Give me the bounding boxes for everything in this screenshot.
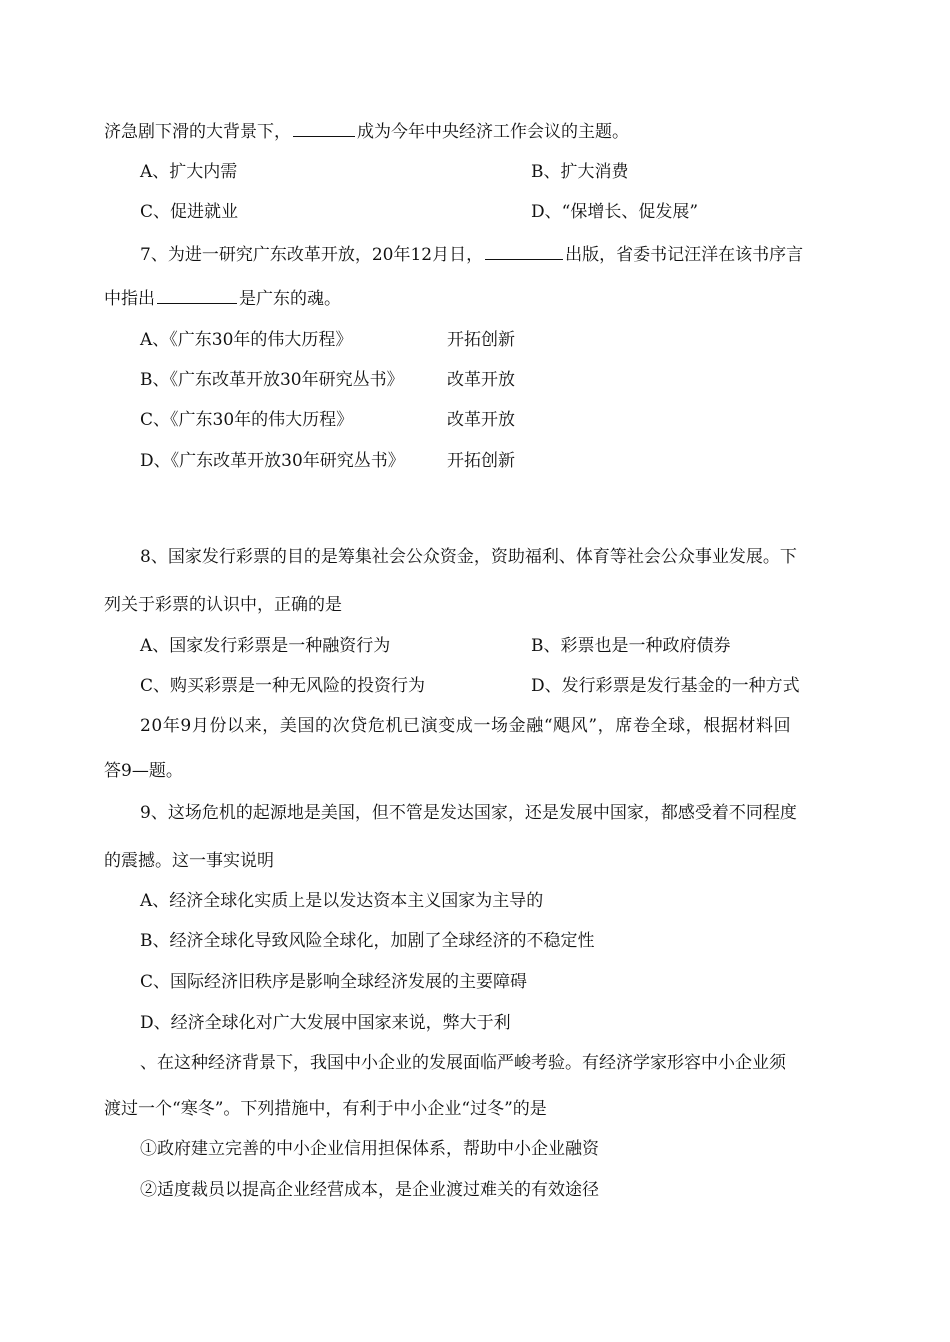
q7-option-c-book: C、《广东30年的伟大历程》 (140, 410, 354, 430)
q8-stem-line1: 8、国家发行彩票的目的是筹集社会公众资金，资助福利、体育等社会公众事业发展。下 (140, 547, 797, 567)
q6-blank (293, 120, 355, 137)
q8-stem-line2: 列关于彩票的认识中，正确的是 (104, 595, 342, 615)
q7-blank-1 (485, 243, 563, 260)
q7-option-b-answer: 改革开放 (447, 370, 515, 390)
q9-option-c: C、国际经济旧秩序是影响全球经济发展的主要障碍 (140, 972, 528, 992)
q7-blank-2 (157, 287, 237, 304)
q10-stem-line2: 渡过一个“寒冬”。下列措施中，有利于中小企业“过冬”的是 (104, 1099, 547, 1119)
q7-stem-line1: 7、为进一研究广东改革开放，20年12月日， 出版，省委书记汪洋在该书序言 (140, 245, 804, 265)
q6-option-b: B、扩大消费 (531, 162, 629, 182)
q9-option-a: A、经济全球化实质上是以发达资本主义国家为主导的 (140, 891, 544, 911)
q7-option-b-book: B、《广东改革开放30年研究丛书》 (140, 370, 404, 390)
q7-option-d-answer: 开拓创新 (447, 451, 515, 471)
q7-option-d-book: D、《广东改革开放30年研究丛书》 (140, 451, 405, 471)
q6-option-d: D、“保增长、促发展” (531, 202, 699, 222)
q7-option-c-answer: 改革开放 (447, 410, 515, 430)
material-line1: 20年9月份以来，美国的次贷危机已演变成一场金融“飓风”，席卷全球，根据材料回 (140, 716, 792, 736)
q8-option-c: C、购买彩票是一种无风险的投资行为 (140, 676, 426, 696)
q9-stem-line1: 9、这场危机的起源地是美国，但不管是发达国家，还是发展中国家，都感受着不同程度 (140, 803, 797, 823)
q6-stem: 济急剧下滑的大背景下， 成为今年中央经济工作会议的主题。 (104, 122, 629, 142)
q9-option-b: B、经济全球化导致风险全球化，加剧了全球经济的不稳定性 (140, 931, 595, 951)
q10-item-2: ②适度裁员以提高企业经营成本，是企业渡过难关的有效途径 (140, 1180, 599, 1200)
q7-stem-line2: 中指出 是广东的魂。 (104, 289, 341, 309)
q8-option-a: A、国家发行彩票是一种融资行为 (140, 636, 391, 656)
q9-option-d: D、经济全球化对广大发展中国家来说，弊大于利 (140, 1013, 511, 1033)
q10-stem-line1: 、在这种经济背景下，我国中小企业的发展面临严峻考验。有经济学家形容中小企业须 (140, 1053, 786, 1073)
q7-option-a-book: A、《广东30年的伟大历程》 (140, 330, 353, 350)
q6-option-c: C、促进就业 (140, 202, 239, 222)
q9-stem-line2: 的震撼。这一事实说明 (104, 851, 274, 871)
q8-option-d: D、发行彩票是发行基金的一种方式 (531, 676, 800, 696)
q10-item-1: ①政府建立完善的中小企业信用担保体系，帮助中小企业融资 (140, 1139, 599, 1159)
q6-option-a: A、扩大内需 (140, 162, 238, 182)
material-line2: 答9—题。 (104, 761, 183, 781)
q8-option-b: B、彩票也是一种政府债券 (531, 636, 731, 656)
q7-option-a-answer: 开拓创新 (447, 330, 515, 350)
